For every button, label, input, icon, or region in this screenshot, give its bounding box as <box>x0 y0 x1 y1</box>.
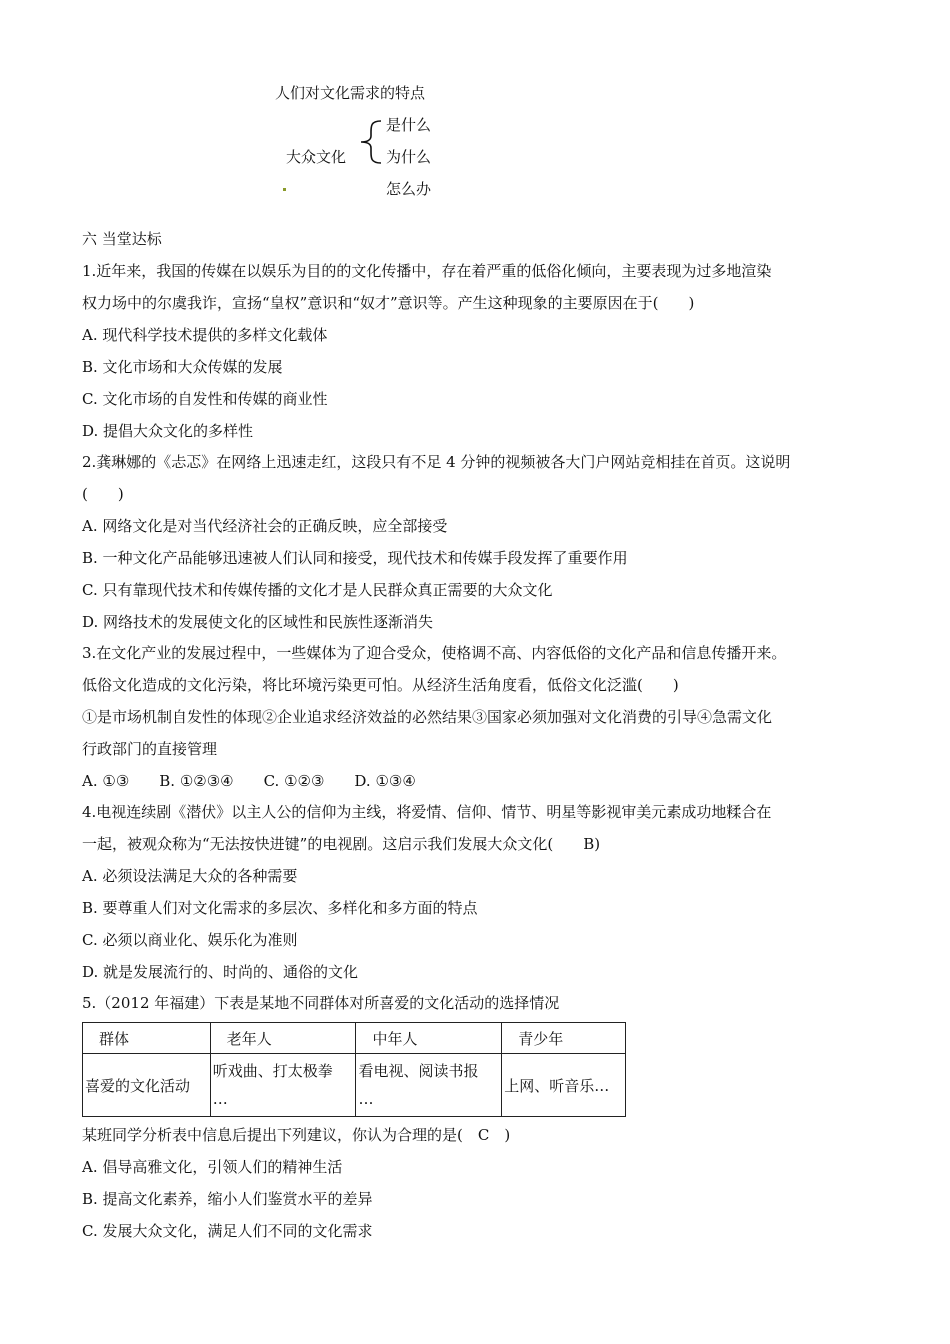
q2-option-d: D. 网络技术的发展使文化的区域性和民族性逐渐消失 <box>82 613 434 631</box>
q2-option-c: C. 只有靠现代技术和传媒传播的文化才是人民群众真正需要的大众文化 <box>82 581 553 599</box>
table-header-cell: 青少年 <box>502 1023 626 1054</box>
q2-option-a: A. 网络文化是对当代经济社会的正确反映，应全部接受 <box>82 517 448 535</box>
table-cell-line: 听戏曲、打太极拳 <box>212 1062 333 1080</box>
table-header-row <box>83 1023 626 1054</box>
table-header-cell: 老年人 <box>210 1023 356 1054</box>
q1-option-c: C. 文化市场的自发性和传媒的商业性 <box>82 390 328 408</box>
q5-option-c: C. 发展大众文化，满足人们不同的文化需求 <box>82 1222 373 1240</box>
table-cell <box>356 1054 502 1117</box>
q3-line2: 低俗文化造成的文化污染，将比环境污染更可怕。从经济生活角度看，低俗文化泛滥( ) <box>82 676 679 694</box>
q4-option-a: A. 必须设法满足大众的各种需要 <box>82 867 298 885</box>
curly-brace <box>351 118 383 166</box>
stray-mark <box>283 188 286 191</box>
q3-line1: 3.在文化产业的发展过程中，一些媒体为了迎合受众，使格调不高、内容低俗的文化产品和信息传播开来。 <box>82 644 787 662</box>
q2-line2: ( ) <box>82 485 124 503</box>
q3-options: A. ①③ B. ①②③④ C. ①②③ D. ①③④ <box>82 772 416 790</box>
table-row <box>83 1054 626 1117</box>
table-cell-line: 看电视、阅读书报 <box>358 1062 479 1080</box>
q1-line2: 权力场中的尔虞我诈，宣扬“皇权”意识和“奴才”意识等。产生这种现象的主要原因在于( ) <box>82 294 695 312</box>
q1-line1: 1.近年来，我国的传媒在以娱乐为目的的文化传播中，存在着严重的低俗化倾向，主要表现为过多地渲染 <box>82 262 772 280</box>
q4-option-d: D. 就是发展流行的、时尚的、通俗的文化 <box>82 963 359 981</box>
q2-line1: 2.龚琳娜的《忐忑》在网络上迅速走红，这段只有不足 4 分钟的视频被各大门户网站竞相挂在首页。这说明 <box>82 453 791 471</box>
table-header-cell: 中年人 <box>356 1023 502 1054</box>
q4-option-b: B. 要尊重人们对文化需求的多层次、多样化和多方面的特点 <box>82 899 478 917</box>
q4-line1: 4.电视连续剧《潜伏》以主人公的信仰为主线，将爱情、信仰、情节、明星等影视审美元素成功地糅合在 <box>82 803 772 821</box>
q2-option-b: B. 一种文化产品能够迅速被人们认同和接受，现代技术和传媒手段发挥了重要作用 <box>82 549 628 567</box>
q5-option-a: A. 倡导高雅文化，引领人们的精神生活 <box>82 1158 343 1176</box>
q3-line4: 行政部门的直接管理 <box>82 740 218 758</box>
table-cell-line: 上网、听音乐… <box>504 1076 610 1095</box>
table-cell-line: … <box>358 1090 374 1108</box>
diagram-branch-3: 怎么办 <box>386 180 432 198</box>
q5-option-b: B. 提高文化素养，缩小人们鉴赏水平的差异 <box>82 1190 373 1208</box>
q1-option-b: B. 文化市场和大众传媒的发展 <box>82 358 283 376</box>
q3-line3: ①是市场机制自发性的体现②企业追求经济效益的必然结果③国家必须加强对文化消费的引导④急需文化 <box>82 708 773 726</box>
table-cell <box>502 1054 626 1117</box>
table-row-label: 喜爱的文化活动 <box>83 1054 211 1117</box>
table-cell <box>210 1054 356 1117</box>
diagram-title: 人们对文化需求的特点 <box>275 84 426 102</box>
section-title: 六 当堂达标 <box>82 230 162 248</box>
table-header-cell: 群体 <box>83 1023 211 1054</box>
q5-line1: 5.（2012 年福建）下表是某地不同群体对所喜爱的文化活动的选择情况 <box>82 994 560 1012</box>
diagram-center-label: 大众文化 <box>286 148 347 166</box>
q5-line2: 某班同学分析表中信息后提出下列建议，你认为合理的是( C ) <box>82 1126 511 1144</box>
q1-option-d: D. 提倡大众文化的多样性 <box>82 422 254 440</box>
q4-line2: 一起，被观众称为“无法按快进键”的电视剧。这启示我们发展大众文化( B) <box>82 835 601 853</box>
activity-table <box>82 1022 626 1117</box>
q1-option-a: A. 现代科学技术提供的多样文化载体 <box>82 326 328 344</box>
table-cell-line: … <box>212 1090 228 1108</box>
q4-option-c: C. 必须以商业化、娱乐化为准则 <box>82 931 298 949</box>
diagram-branch-1: 是什么 <box>386 116 432 134</box>
diagram-branch-2: 为什么 <box>386 148 432 166</box>
